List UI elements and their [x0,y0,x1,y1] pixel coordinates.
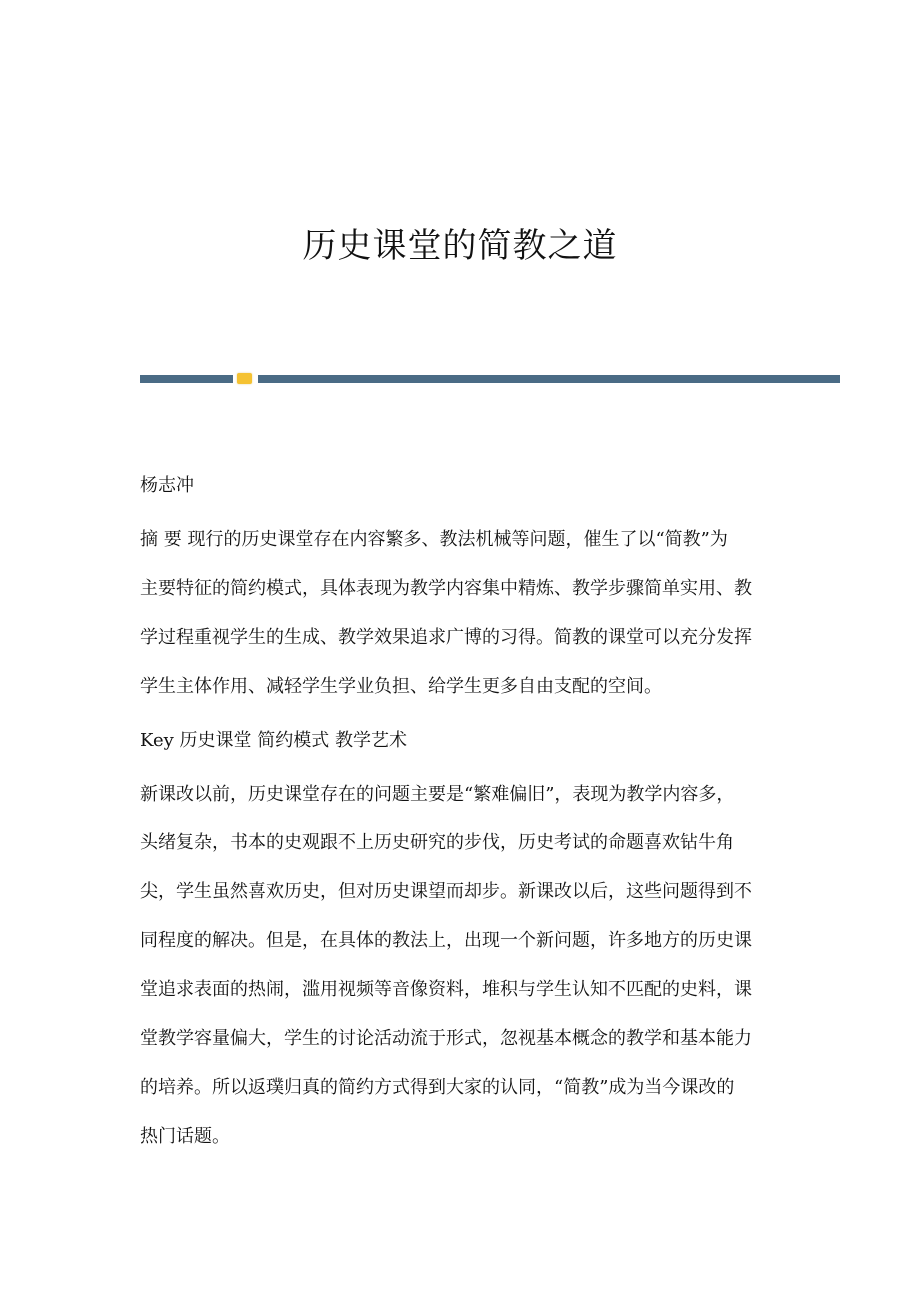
envelope-icon [237,373,252,384]
keywords: Key 历史课堂 简约模式 教学艺术 [140,730,407,751]
document-title: 历史课堂的简教之道 [302,226,618,266]
body-line: 的培养。所以返璞归真的简约方式得到大家的认同，“简教”成为当今课改的 [140,1077,735,1098]
body-line: 同程度的解决。但是，在具体的教法上，出现一个新问题，许多地方的历史课 [140,930,752,951]
body-line: 热门话题。 [140,1126,230,1147]
author: 杨志冲 [140,475,194,496]
body-line: 尖，学生虽然喜欢历史，但对历史课望而却步。新课改以后，这些问题得到不 [140,881,752,902]
body-line: 头绪复杂，书本的史观跟不上历史研究的步伐，历史考试的命题喜欢钻牛角 [140,832,734,853]
body-line: 新课改以前，历史课堂存在的问题主要是“繁难偏旧”，表现为教学内容多， [140,784,735,805]
body-line: 堂教学容量偏大，学生的讨论活动流于形式，忽视基本概念的教学和基本能力 [140,1028,752,1049]
title-divider [140,375,840,383]
abstract-line: 主要特征的简约模式，具体表现为教学内容集中精炼、教学步骤简单实用、教 [140,578,752,599]
divider-bar-left [140,375,233,383]
divider-bar-right [258,375,840,383]
body-line: 堂追求表面的热闹，滥用视频等音像资料，堆积与学生认知不匹配的史料，课 [140,979,752,1000]
abstract-line: 摘 要 现行的历史课堂存在内容繁多、教法机械等问题，催生了以“简教”为 [140,529,728,550]
abstract-line: 学过程重视学生的生成、教学效果追求广博的习得。简教的课堂可以充分发挥 [140,627,752,648]
abstract-line: 学生主体作用、减轻学生学业负担、给学生更多自由支配的空间。 [140,676,662,697]
